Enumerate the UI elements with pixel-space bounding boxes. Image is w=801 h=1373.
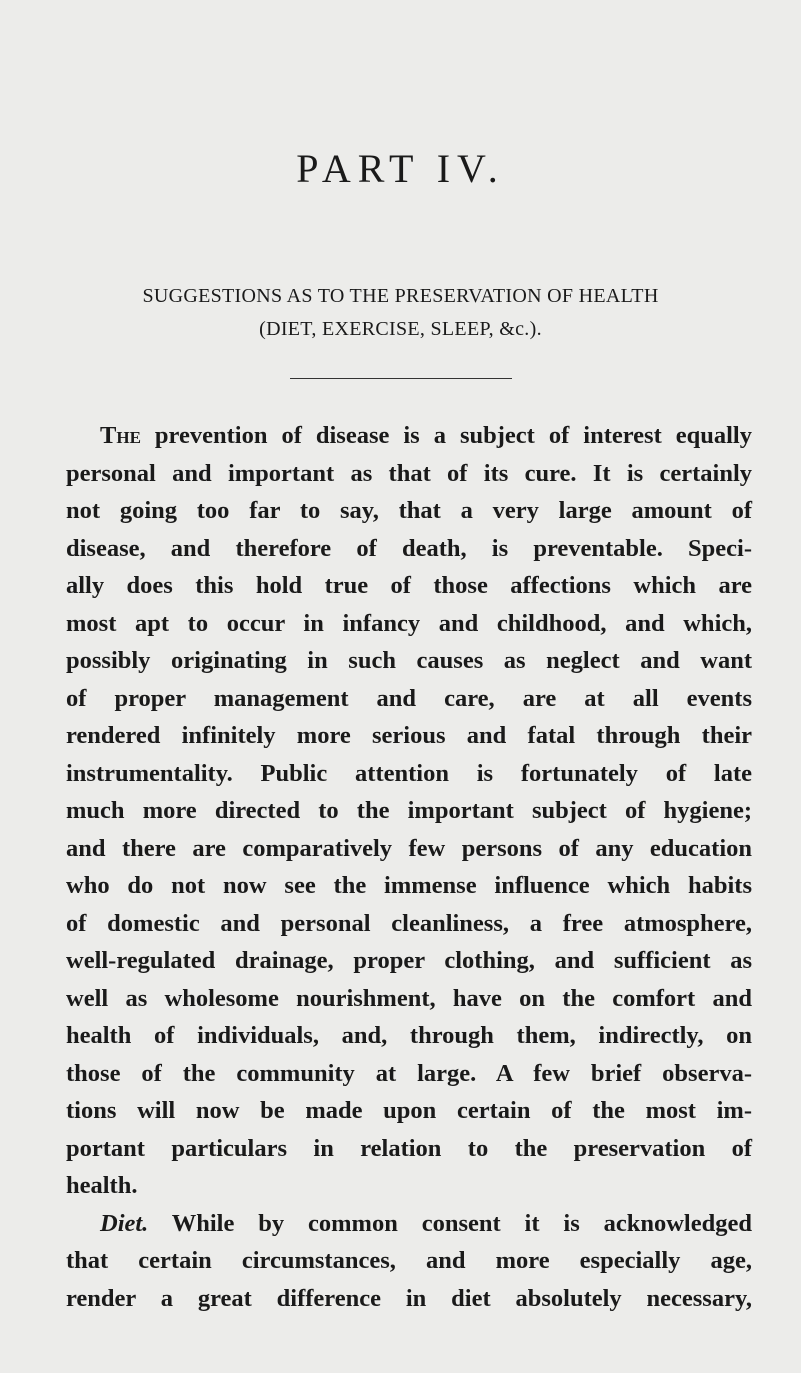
text-line: rendered infinitely more serious and fatal through their xyxy=(66,722,752,749)
text-line: those of the community at large. A few brief observa- xyxy=(66,1059,752,1087)
part-title: PART IV. xyxy=(296,146,505,191)
text-line: instrumentality. Public attention is fortunately of late xyxy=(66,759,752,787)
text-line: Diet. While by common consent it is acknowledged xyxy=(100,1209,752,1237)
text-line: well as wholesome nourishment, have on the comfort and xyxy=(66,984,752,1012)
text-line: not going too far to say, that a very large amount of xyxy=(66,497,752,524)
text-line: much more directed to the important subject of hygiene; xyxy=(66,797,752,824)
text-line: render a great difference in diet absolutely necessary, xyxy=(66,1284,752,1312)
drop-word: The xyxy=(100,422,141,449)
chapter-subtitle-line-2: (DIET, EXERCISE, SLEEP, &c.). xyxy=(259,318,542,340)
divider-rule xyxy=(290,378,512,379)
text-line: tions will now be made upon certain of the most im- xyxy=(66,1097,752,1124)
text-line: health. xyxy=(66,1172,138,1199)
text-line: who do not now see the immense influence which habits xyxy=(66,872,752,899)
body-text xyxy=(66,417,752,1317)
text-line: The prevention of disease is a subject of interest equally xyxy=(100,422,752,449)
text-line: well-regulated drainage, proper clothing, and sufficient as xyxy=(66,947,752,974)
text-line: ally does this hold true of those affections which are xyxy=(66,572,752,599)
text-line: and there are comparatively few persons of any education xyxy=(66,834,752,862)
text-line: portant particulars in relation to the preservation of xyxy=(66,1134,752,1162)
text-line: disease, and therefore of death, is preventable. Speci- xyxy=(66,534,752,562)
text-line: possibly originating in such causes as neglect and want xyxy=(66,647,752,674)
text-line: of proper management and care, are at all events xyxy=(66,684,752,712)
text-line: of domestic and personal cleanliness, a free atmosphere, xyxy=(66,909,752,937)
section-heading-diet: Diet. xyxy=(100,1209,149,1237)
text-line: that certain circumstances, and more especially age, xyxy=(66,1247,752,1274)
text-line: health of individuals, and, through them, indirectly, on xyxy=(66,1022,752,1049)
text-line: most apt to occur in infancy and childhood, and which, xyxy=(66,609,752,637)
text-line: personal and important as that of its cure. It is certainly xyxy=(66,459,752,487)
chapter-subtitle-line-1: SUGGESTIONS AS TO THE PRESERVATION OF HEALTH xyxy=(142,285,659,307)
